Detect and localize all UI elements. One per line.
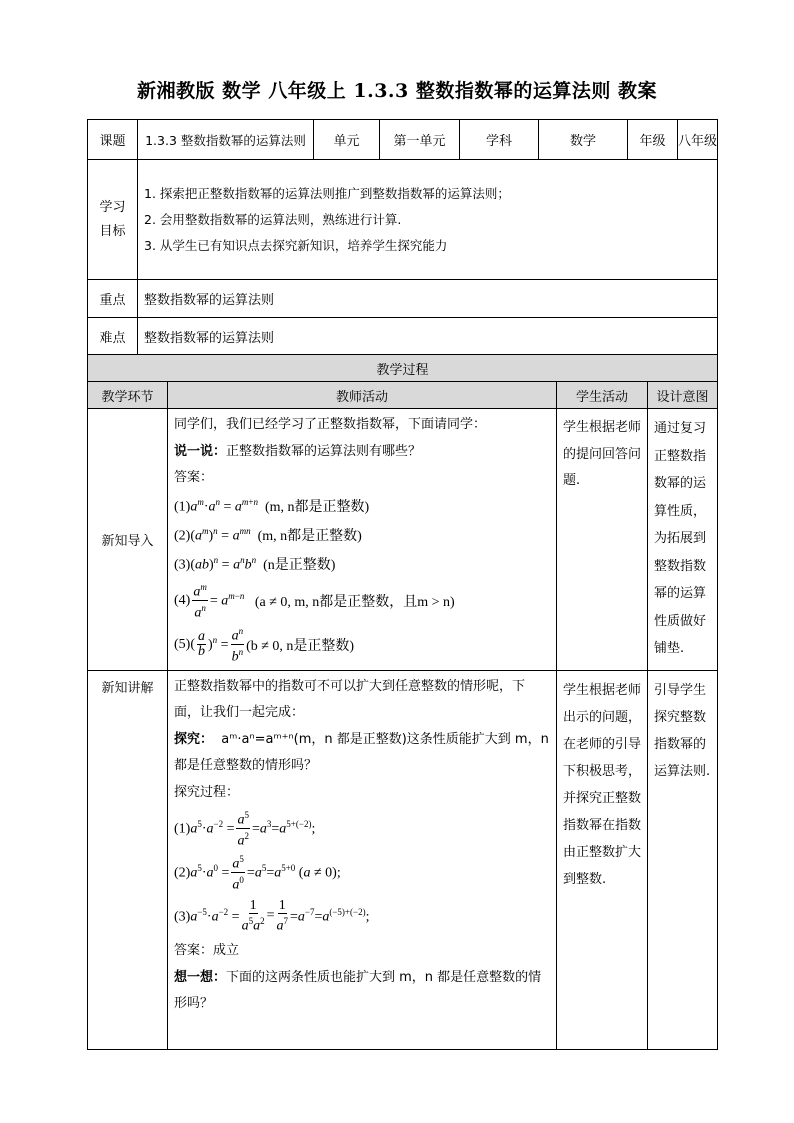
process-heading-row — [88, 355, 718, 382]
difficulty-text: 整数指数幂的运算法则 — [138, 318, 718, 355]
teacher-cell — [168, 409, 557, 671]
unit-value: 第一单元 — [380, 120, 460, 160]
header-teacher: 教师活动 — [168, 382, 557, 409]
topic-value: 1.3.3 整数指数幂的运算法则 — [138, 120, 314, 160]
unit-label: 单元 — [314, 120, 380, 160]
difficulty-row — [88, 318, 718, 355]
formula-2: $(2)(a^m)^n = a^{mn}$ (m, n都是正整数) — [174, 525, 362, 544]
prompt-label: 说一说： — [174, 443, 227, 459]
subject-label: 学科 — [460, 120, 539, 160]
teacher-intro: 正整数指数幂中的指数可不可以扩大到任意整数的情形呢，下面，让我们一起完成： — [174, 678, 526, 720]
formula-4-note: (a ≠ 0, m, n都是正整数，且m > n) — [254, 594, 455, 610]
think-paragraph — [174, 965, 550, 1018]
grade-label: 年级 — [628, 120, 678, 160]
stage-cell: 新知讲解 — [88, 670, 168, 1049]
key-point-row — [88, 280, 718, 318]
process-header-row — [88, 382, 718, 409]
teacher-prompt — [174, 439, 550, 466]
goal-item: 2. 会用整数指数幂的运算法则，熟练进行计算. — [144, 211, 402, 227]
goal-item: 3. 从学生已有知识点去探究新知识，培养学生探究能力 — [144, 237, 448, 253]
student-cell: 学生根据老师的提问回答问题. — [557, 409, 648, 671]
header-intent: 设计意图 — [648, 382, 718, 409]
formula-5: (5)( $\frac{a}{b}$ )$^n$ = $\frac{a^n}{b^n}$ (b ≠ 0, n是正整数) — [174, 626, 355, 665]
teacher-intro: 同学们，我们已经学习了正整数指数幂，下面请同学： — [174, 417, 487, 432]
student-cell: 学生根据老师出示的问题，在老师的引导下积极思考，并探究正整数指数幂在指数由正整数扩大到整数. — [557, 670, 648, 1049]
answer-label: 答案： — [174, 470, 214, 485]
goals-label: 学习目标 — [88, 160, 138, 280]
explore-formula-1: $(1)a^5\cdot a^{-2}$ = $\frac{a^5}{a^2}$ $=a^3=a^{5+(-2)}$; — [174, 809, 316, 849]
explore-text: aᵐ·aⁿ=aᵐ⁺ⁿ(m，n 都是正整数)这条性质能扩大到 m，n 都是任意整数的情形吗？ — [174, 731, 549, 773]
intent-cell: 通过复习正整数指数幂的运算性质，为拓展到整数指数幂的运算性质做好铺垫. — [648, 409, 718, 671]
section-row — [88, 670, 718, 1049]
section-row — [88, 409, 718, 671]
formula-3: $(3)(ab)^n = a^nb^n$ (n是正整数) — [174, 554, 336, 573]
process-label: 探究过程： — [174, 784, 240, 800]
goals-row — [88, 160, 718, 280]
explore-label: 探究： — [174, 731, 214, 747]
key-point-label: 重点 — [88, 280, 138, 318]
info-row — [88, 120, 718, 160]
formula-4: (4) $\frac{a^m}{a^n}$ = $a^{m-n}$ (a ≠ 0, m, n都是正整数，且m > n) — [174, 582, 455, 621]
goal-item: 1. 探索把正整数指数幂的运算法则推广到整数指数幂的运算法则； — [144, 185, 510, 201]
topic-label: 课题 — [88, 120, 138, 160]
formula-1: $(1)a^m\cdot a^n = a^{m+n}$ (m, n都是正整数) — [174, 496, 370, 515]
lesson-plan-table — [87, 119, 718, 1050]
explore-formula-3: $(3)a^{-5}\cdot a^{-2}$ = $\frac{1}{a^5a^2}$ = $\frac{1}{a^7}$ $=a^{-7}=a^{(-5)+(-2)}$; — [174, 897, 370, 934]
think-label: 想一想： — [174, 969, 227, 985]
answer-text: 答案：成立 — [174, 943, 240, 958]
think-text: 下面的这两条性质也能扩大到 m，n 都是任意整数的情形吗？ — [174, 969, 542, 1011]
teacher-cell — [168, 670, 557, 1049]
intent-cell: 引导学生探究整数指数幂的运算法则. — [648, 670, 718, 1049]
explore-formula-2: $(2)a^5\cdot a^0$ = $\frac{a^5}{a^0}$ $=a^5=a^{5+0}$ (a ≠ 0); — [174, 853, 341, 893]
header-student: 学生活动 — [557, 382, 648, 409]
formula-2-note: (m, n都是正整数) — [257, 529, 362, 544]
prompt-text: 正整数指数幂的运算法则有哪些？ — [226, 443, 422, 459]
explore-paragraph — [174, 727, 550, 780]
header-stage: 教学环节 — [88, 382, 168, 409]
stage-cell: 新知导入 — [88, 409, 168, 671]
document-title: 新湘教版 数学 八年级上 1.3.3 整数指数幂的运算法则 教案 — [137, 80, 657, 102]
formula-1-note: (m, n都是正整数) — [264, 500, 370, 515]
formula-5-note: (b ≠ 0, n是正整数) — [246, 638, 355, 654]
process-heading: 教学过程 — [88, 355, 718, 382]
key-point-text: 整数指数幂的运算法则 — [138, 280, 718, 318]
subject-value: 数学 — [539, 120, 628, 160]
formula-3-note: (n是正整数) — [263, 558, 336, 573]
grade-value: 八年级 — [678, 120, 718, 160]
difficulty-label: 难点 — [88, 318, 138, 355]
